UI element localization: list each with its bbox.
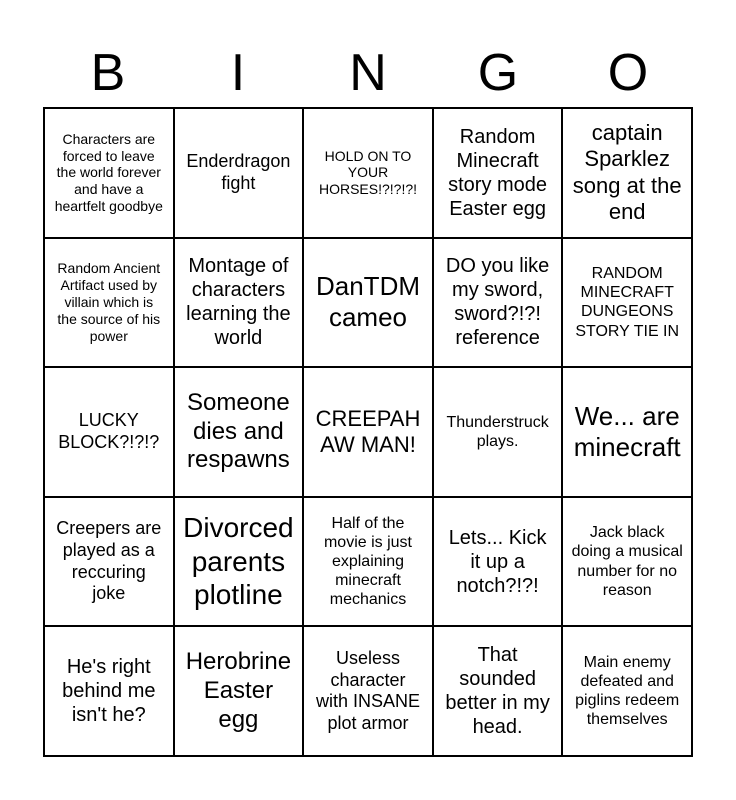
bingo-cell-r1-c0[interactable] bbox=[44, 238, 174, 368]
bingo-cell-r0-c4[interactable] bbox=[562, 108, 692, 238]
bingo-cell-r4-c2[interactable] bbox=[303, 626, 433, 756]
bingo-cell-text: Random Minecraft story mode Easter egg bbox=[448, 125, 548, 220]
bingo-cell-text: captain Sparklez song at the end bbox=[572, 120, 682, 225]
bingo-cell-text: Herobrine Easter egg bbox=[185, 648, 292, 733]
bingo-cell-r4-c1[interactable] bbox=[174, 626, 304, 756]
bingo-cell-text: We... are minecraft bbox=[573, 400, 681, 462]
bingo-cell-r1-c2[interactable] bbox=[303, 238, 433, 368]
bingo-cell-text: Characters are forced to leave the world forever and have a heartfelt goodbye bbox=[54, 130, 163, 214]
bingo-cell-text: LUCKY BLOCK?!?!? bbox=[58, 410, 160, 452]
bingo-cell-r0-c3[interactable] bbox=[433, 108, 563, 238]
bingo-cell-r2-c2[interactable] bbox=[303, 367, 433, 497]
bingo-cell-text: Random Ancient Artifact used by villain which is the source of his power bbox=[57, 260, 161, 344]
bingo-cell-text: RANDOM MINECRAFT DUNGEONS STORY TIE IN bbox=[575, 265, 680, 340]
bingo-cell-text: He's right behind me isn't he? bbox=[62, 656, 156, 727]
bingo-cell-r3-c4[interactable] bbox=[562, 497, 692, 627]
bingo-cell-r0-c1[interactable] bbox=[174, 108, 304, 238]
bingo-cell-r1-c4[interactable] bbox=[562, 238, 692, 368]
bingo-cell-text: Divorced parents plotline bbox=[183, 512, 294, 611]
bingo-cell-r4-c3[interactable] bbox=[433, 626, 563, 756]
bingo-cell-text: Half of the movie is just explaining minecraft mechanics bbox=[323, 514, 412, 609]
bingo-cell-r2-c3[interactable] bbox=[433, 367, 563, 497]
bingo-cell-r0-c0[interactable] bbox=[44, 108, 174, 238]
bingo-cell-r3-c0[interactable] bbox=[44, 497, 174, 627]
bingo-cell-r3-c1[interactable] bbox=[174, 497, 304, 627]
bingo-cell-r1-c3[interactable] bbox=[433, 238, 563, 368]
bingo-cell-text: Montage of characters learning the world bbox=[186, 255, 291, 350]
bingo-cell-r3-c2[interactable] bbox=[303, 497, 433, 627]
bingo-cell-text: CREEPAH AW MAN! bbox=[315, 405, 421, 457]
bingo-cell-text: Jack black doing a musical number for no reason bbox=[571, 524, 683, 599]
header-letter-b: B bbox=[90, 44, 126, 102]
bingo-cell-r3-c3[interactable] bbox=[433, 497, 563, 627]
bingo-cell-r2-c1[interactable] bbox=[174, 367, 304, 497]
bingo-cell-r2-c4[interactable] bbox=[562, 367, 692, 497]
bingo-cell-text: DO you like my sword, sword?!?! reference bbox=[445, 255, 550, 350]
bingo-cell-r2-c0[interactable] bbox=[44, 367, 174, 497]
header-letter-g: G bbox=[477, 44, 519, 102]
bingo-board bbox=[43, 107, 693, 757]
bingo-cell-text: HOLD ON TO YOUR HORSES!?!?!?! bbox=[318, 147, 418, 198]
bingo-cell-text: Someone dies and respawns bbox=[187, 388, 290, 474]
header-letter-i: I bbox=[230, 44, 246, 102]
bingo-cell-text: DanTDM cameo bbox=[315, 271, 420, 333]
header-letter-n: N bbox=[349, 44, 387, 102]
bingo-cell-r4-c4[interactable] bbox=[562, 626, 692, 756]
bingo-cell-r4-c0[interactable] bbox=[44, 626, 174, 756]
bingo-header bbox=[43, 38, 693, 108]
bingo-cell-r0-c2[interactable] bbox=[303, 108, 433, 238]
bingo-cell-text: Useless character with INSANE plot armor bbox=[315, 648, 420, 733]
bingo-cell-text: Enderdragon fight bbox=[186, 151, 291, 193]
bingo-cell-r1-c1[interactable] bbox=[174, 238, 304, 368]
bingo-cell-text: Main enemy defeated and piglins redeem themselves bbox=[575, 653, 680, 729]
bingo-cell-text: Creepers are played as a reccuring joke bbox=[56, 518, 162, 604]
bingo-cell-text: Thunderstruck plays. bbox=[446, 413, 549, 450]
bingo-cell-text: Lets... Kick it up a notch?!?! bbox=[448, 526, 547, 597]
header-letter-o: O bbox=[607, 44, 649, 102]
bingo-cell-text: That sounded better in my head. bbox=[445, 644, 550, 739]
